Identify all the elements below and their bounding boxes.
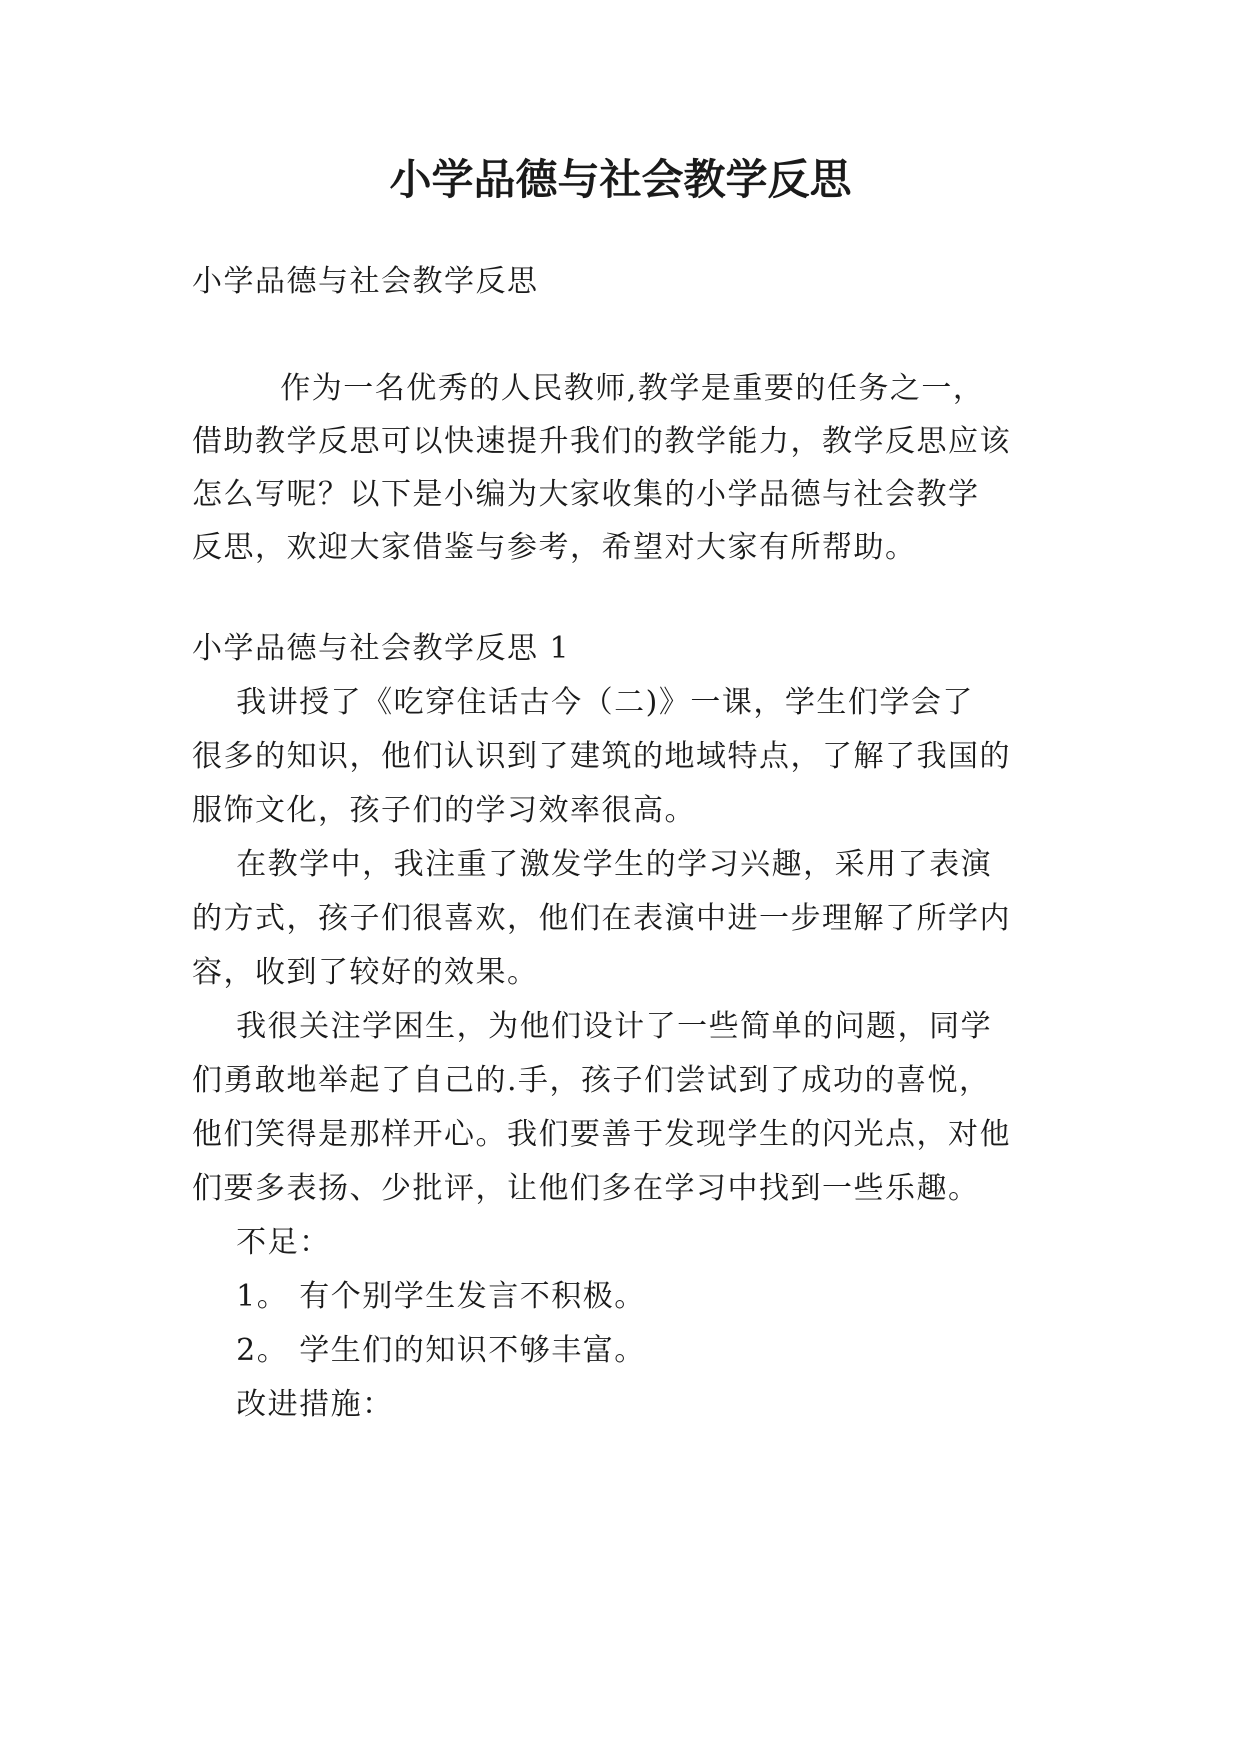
- paragraph-line: 服饰文化，孩子们的学习效率很高。: [192, 793, 696, 828]
- document-title: 小学品德与社会教学反思: [389, 155, 852, 204]
- paragraph-line: 他们笑得是那样开心。我们要善于发现学生的闪光点，对他: [192, 1117, 1011, 1152]
- intro-line: 怎么写呢？以下是小编为大家收集的小学品德与社会教学: [192, 477, 980, 512]
- paragraph-line: 们要多表扬、少批评，让他们多在学习中找到一些乐趣。: [192, 1171, 980, 1206]
- intro-line: 借助教学反思可以快速提升我们的教学能力，教学反思应该: [192, 424, 1011, 459]
- intro-line: 作为一名优秀的人民教师,教学是重要的任务之一，: [192, 371, 985, 406]
- paragraph-line: 的方式，孩子们很喜欢，他们在表演中进一步理解了所学内: [192, 901, 1011, 936]
- paragraph-line: 我很关注学困生，为他们设计了一些简单的问题，同学: [192, 1009, 993, 1044]
- paragraph-line: 们勇敢地举起了自己的.手，孩子们尝试到了成功的喜悦，: [192, 1063, 991, 1098]
- intro-line: 反思，欢迎大家借鉴与参考，希望对大家有所帮助。: [192, 530, 917, 565]
- shortcoming-item: 2。 学生们的知识不够丰富。: [192, 1333, 646, 1368]
- paragraph-line: 容，收到了较好的效果。: [192, 955, 539, 990]
- paragraph-line: 我讲授了《吃穿住话古今（二)》一课，学生们学会了: [192, 685, 974, 720]
- paragraph-line: 很多的知识，他们认识到了建筑的地域特点，了解了我国的: [192, 739, 1011, 774]
- document-subtitle: 小学品德与社会教学反思: [192, 264, 539, 299]
- shortcoming-item: 1。 有个别学生发言不积极。: [192, 1279, 646, 1314]
- improvements-label: 改进措施：: [192, 1387, 394, 1422]
- section-heading: 小学品德与社会教学反思 1: [192, 631, 571, 666]
- paragraph-line: 在教学中，我注重了激发学生的学习兴趣，采用了表演: [192, 847, 993, 882]
- shortcomings-label: 不足：: [192, 1225, 331, 1260]
